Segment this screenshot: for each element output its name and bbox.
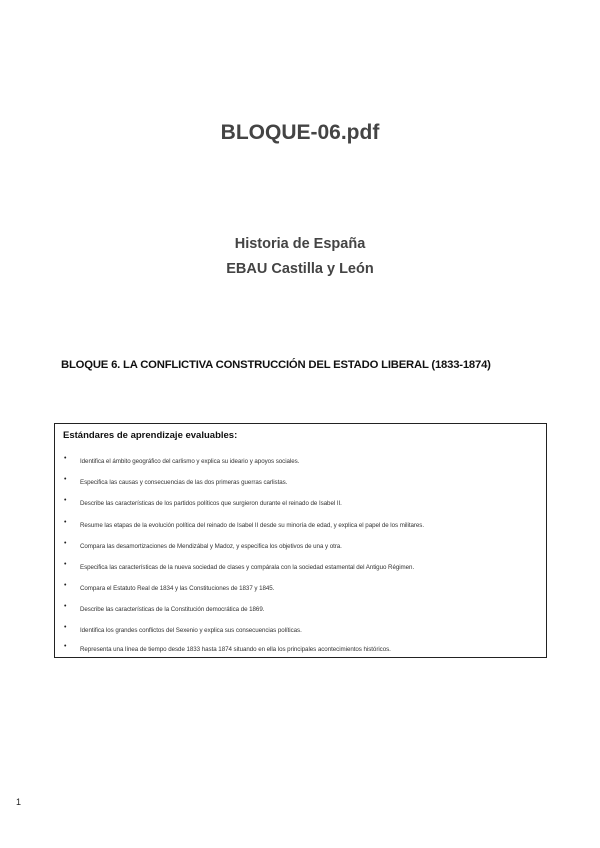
standard-text: Identifica el ámbito geográfico del carlismo y explica su ideario y apoyos sociales.: [80, 458, 300, 465]
standard-text: Compara el Estatuto Real de 1834 y las Constituciones de 1837 y 1845.: [80, 585, 275, 592]
bullet-icon: •: [64, 455, 67, 462]
standard-text: Especifica las características de la nueva sociedad de clases y compárala con la sociedad estamental del Antiguo Régimen.: [80, 564, 415, 571]
bullet-icon: •: [64, 643, 67, 650]
list-item: [55, 603, 546, 618]
list-item: [55, 519, 546, 534]
bullet-icon: •: [64, 624, 67, 631]
page-number: 1: [16, 797, 22, 807]
standard-text: Describe las características de la Constitución democrática de 1869.: [80, 606, 265, 613]
list-item: [55, 540, 546, 555]
bullet-icon: •: [64, 561, 67, 568]
list-item: [55, 582, 546, 597]
bullet-icon: •: [64, 603, 67, 610]
standard-text: Describe las características de los partidos políticos que surgieron durante el reinado de Isabel II.: [80, 500, 342, 507]
list-item: [55, 624, 546, 639]
standards-title: Estándares de aprendizaje evaluables:: [63, 430, 238, 441]
standards-list: [55, 424, 546, 657]
exam-subtitle: EBAU Castilla y León: [226, 261, 374, 277]
list-item: [55, 643, 546, 658]
bullet-icon: •: [64, 476, 67, 483]
standard-text: Especifica las causas y consecuencias de las dos primeras guerras carlistas.: [80, 479, 288, 486]
standard-text: Compara las desamortizaciones de Mendizábal y Madoz, y especifica los objetivos de una y otra.: [80, 543, 342, 550]
list-item: [55, 476, 546, 491]
standard-text: Resume las etapas de la evolución política del reinado de Isabel II desde su minoría de edad, y explica el papel de los militares.: [80, 522, 424, 529]
list-item: [55, 561, 546, 576]
standards-box: [54, 423, 547, 658]
bullet-icon: •: [64, 519, 67, 526]
block-heading: BLOQUE 6. LA CONFLICTIVA CONSTRUCCIÓN DEL ESTADO LIBERAL (1833-1874): [61, 359, 491, 371]
file-title: BLOQUE-06.pdf: [220, 121, 380, 144]
bullet-icon: •: [64, 497, 67, 504]
list-item: [55, 455, 546, 470]
list-item: [55, 497, 546, 512]
bullet-icon: •: [64, 540, 67, 547]
standard-text: Representa una línea de tiempo desde 1833 hasta 1874 situando en ella los principales acontecimientos históricos.: [80, 646, 391, 653]
subject-title: Historia de España: [234, 236, 366, 252]
bullet-icon: •: [64, 582, 67, 589]
standard-text: Identifica los grandes conflictos del Sexenio y explica sus consecuencias políticas.: [80, 627, 302, 634]
